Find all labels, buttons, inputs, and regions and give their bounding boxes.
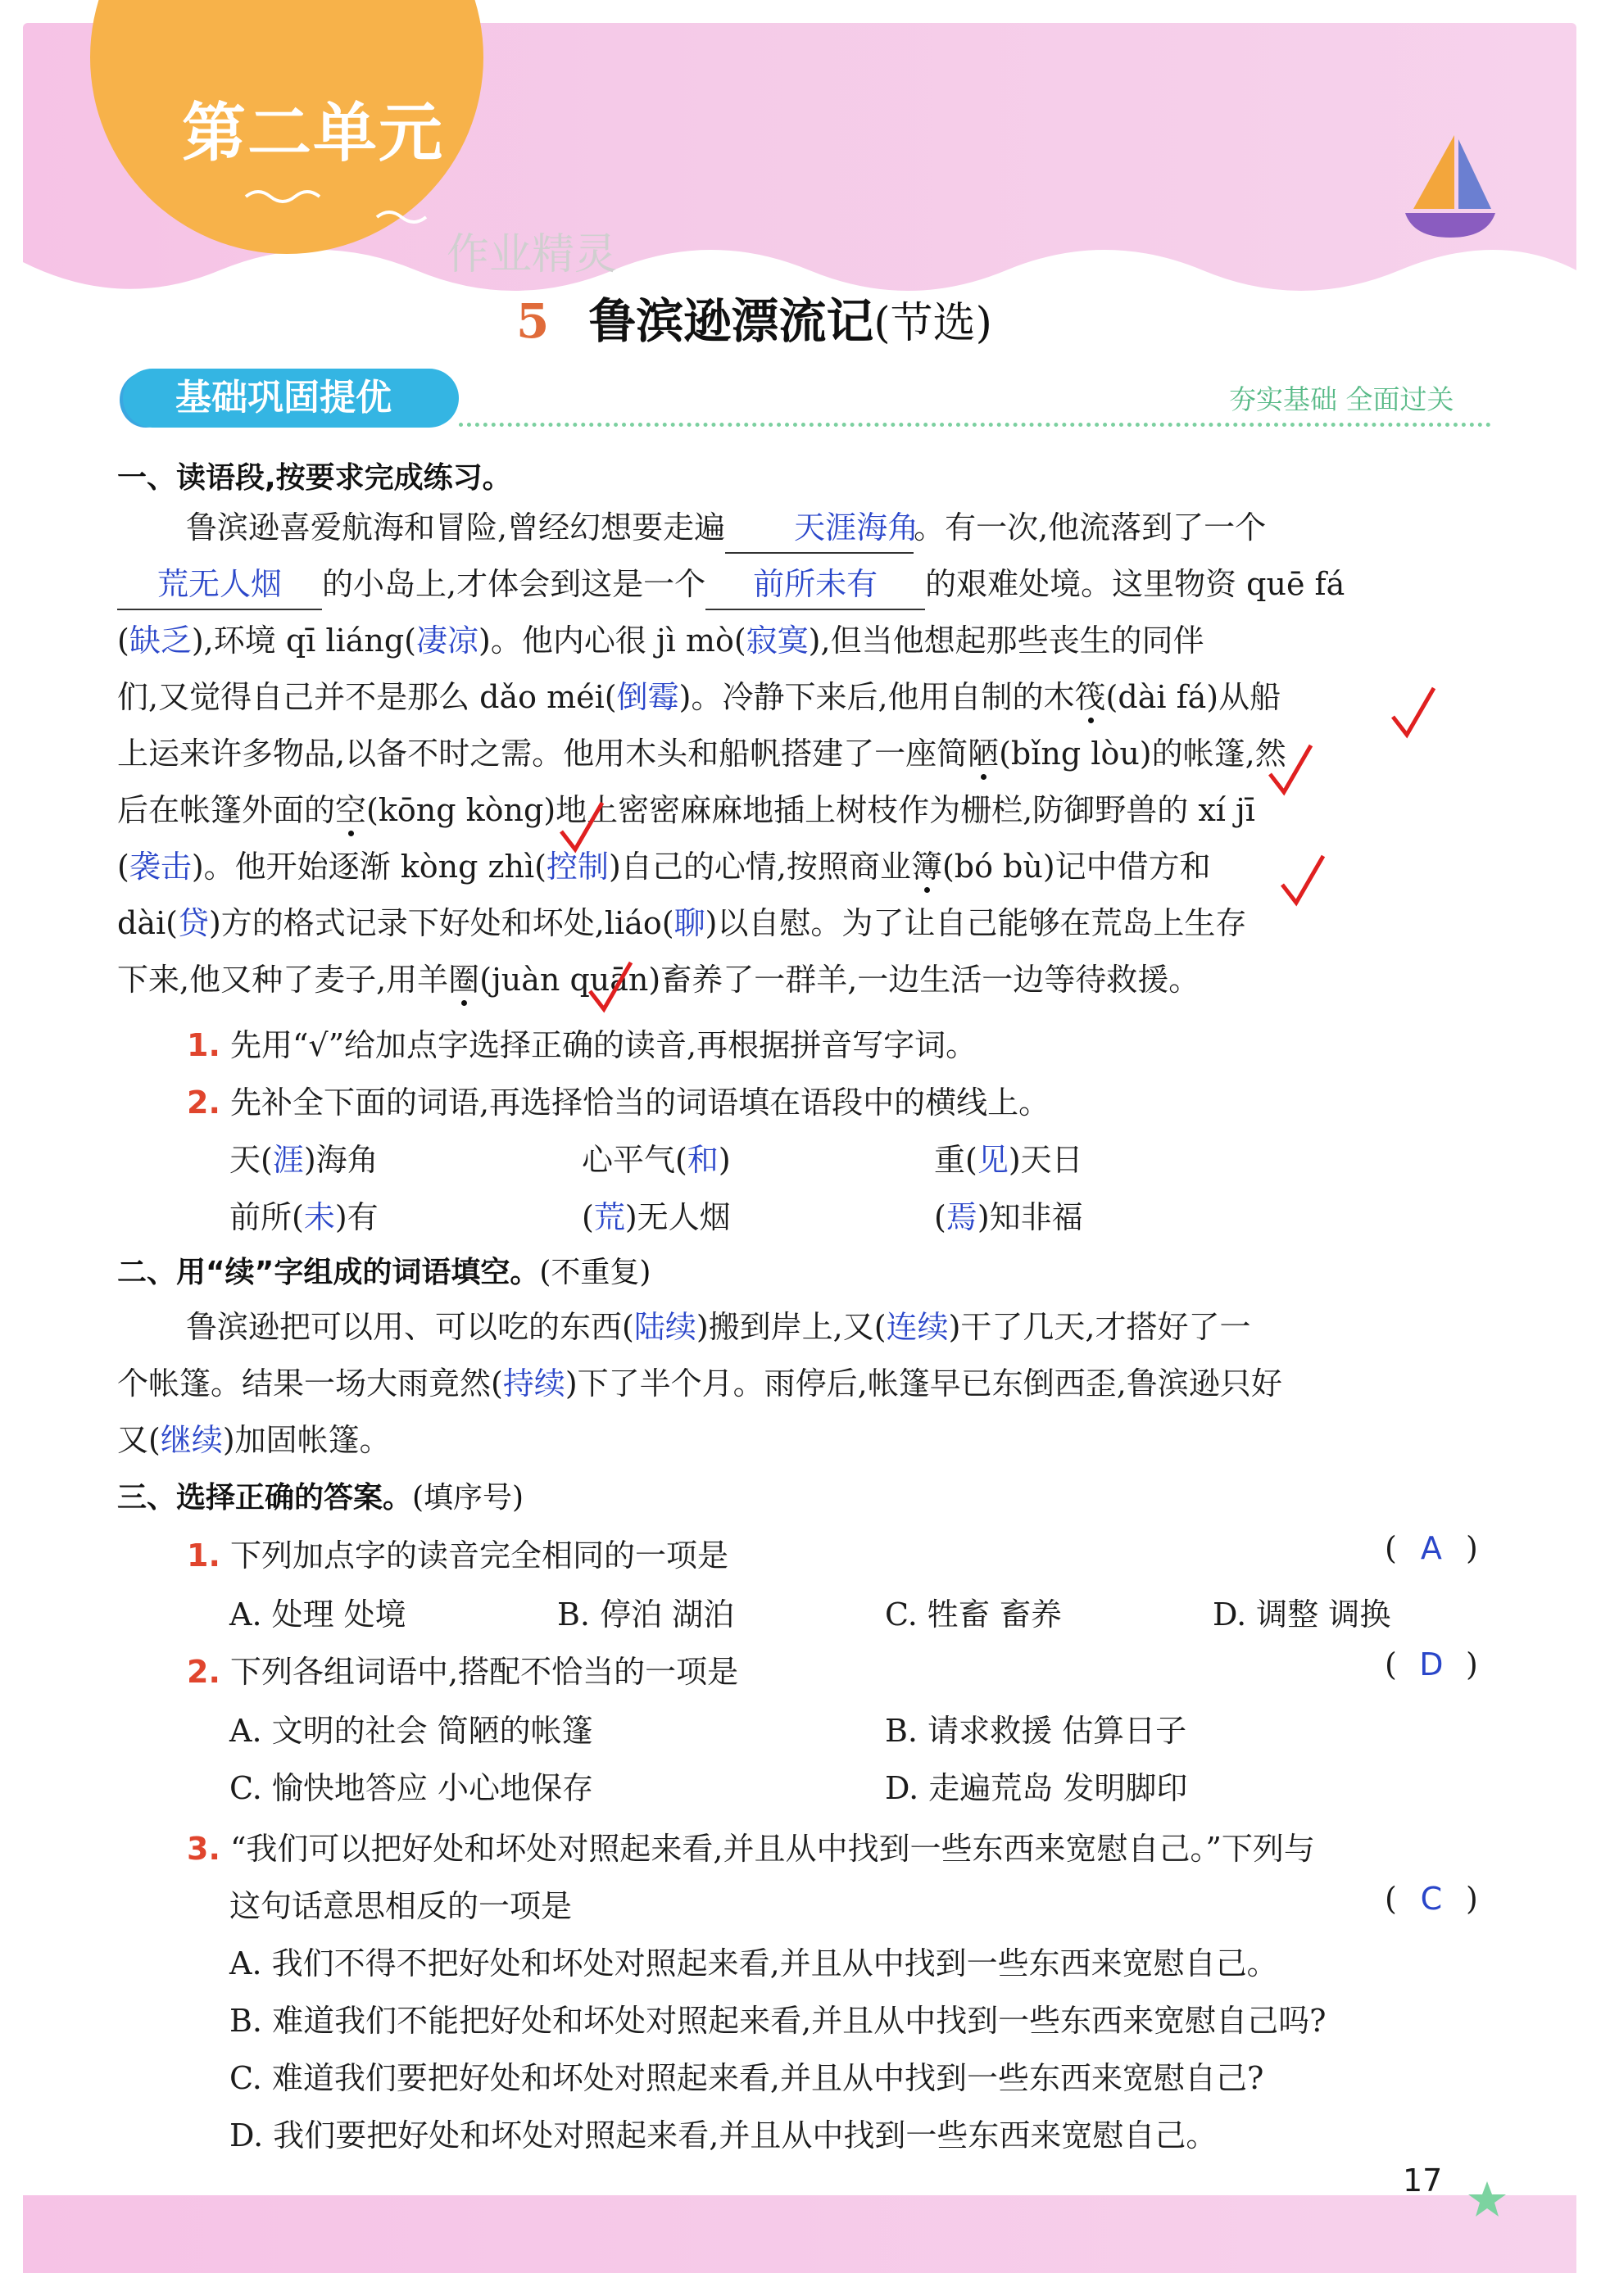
q3-item-3-stem2: 这句话意思相反的一项是	[229, 1888, 573, 1924]
blank[interactable]: 前所未有	[705, 559, 925, 610]
blank[interactable]: 荒无人烟	[117, 559, 322, 610]
q3-heading: 三、选择正确的答案。(填序号)	[117, 1481, 524, 1515]
answer: 缺乏	[129, 623, 192, 659]
passage-line: 鲁滨逊喜爱航海和冒险,曾经幻想要走遍 天涯海角。有一次,他流落到了一个	[117, 500, 1494, 556]
option: A. 处理 处境	[229, 1596, 406, 1633]
answer: 倒霉	[616, 679, 679, 715]
answer-box: ( D )	[1385, 1646, 1478, 1682]
passage-line: (缺乏),环境 qī liáng(凄凉)。他内心很 jì mò(寂寞),但当他想起那些丧生的同伴	[117, 623, 1204, 659]
option: B. 难道我们不能把好处和坏处对照起来看,并且从中找到一些东西来宽慰自己吗?	[229, 2003, 1327, 2039]
option: D. 走遍荒岛 发明脚印	[885, 1770, 1188, 1806]
passage-line: 荒无人烟 的小岛上,才体会到这是一个 前所未有 的艰难处境。这里物资 quē fá	[117, 556, 1494, 613]
idiom: (荒)无人烟	[582, 1199, 731, 1235]
answer: 寂寞	[746, 623, 809, 659]
sailboat-icon	[1397, 123, 1503, 246]
q3-item-1: 1. 下列加点字的读音完全相同的一项是	[187, 1537, 728, 1574]
section-title: 基础巩固提优	[123, 369, 459, 428]
passage-line: 们,又觉得自己并不是那么 dǎo méi(倒霉)。冷静下来后,他用自制的木筏(dài fá)从船	[117, 679, 1281, 715]
dotted-char: 簿	[910, 849, 942, 885]
answer: 聊	[674, 905, 705, 941]
wave-mark-icon	[238, 180, 451, 229]
check-mark-icon	[586, 958, 635, 1016]
option: B. 请求救援 估算日子	[885, 1713, 1187, 1749]
unit-badge-wrap	[0, 0, 1601, 279]
passage-line: 上运来许多物品,以备不时之需。他用木头和船帆搭建了一座简陋(bǐng lòu)的帐篷,然	[117, 736, 1286, 772]
check-mark-icon	[1278, 852, 1327, 909]
check-mark-icon	[557, 799, 606, 856]
answer: 贷	[177, 905, 209, 941]
watermark: 作业精灵	[447, 230, 618, 279]
q3-item-3: 3. “我们可以把好处和坏处对照起来看,并且从中找到一些东西来宽慰自己。”下列与	[187, 1831, 1315, 1867]
option: C. 愉快地答应 小心地保存	[229, 1770, 593, 1806]
unit-title: 第二单元	[182, 97, 445, 170]
passage-line: dài(贷)方的格式记录下好处和坏处,liáo(聊)以自慰。为了让自己能够在荒岛上生存	[117, 905, 1247, 941]
answer-box: ( A )	[1385, 1530, 1478, 1566]
passage-line: 鲁滨逊把可以用、可以吃的东西(陆续)搬到岸上,又(连续)干了几天,才搭好了一	[186, 1309, 1251, 1345]
q2-heading: 二、用“续”字组成的词语填空。(不重复)	[117, 1256, 651, 1289]
q1-sub1: 1. 先用“√”给加点字选择正确的读音,再根据拼音写字词。	[187, 1027, 977, 1063]
option: A. 我们不得不把好处和坏处对照起来看,并且从中找到一些东西来宽慰自己。	[229, 1945, 1278, 1981]
passage-line: 个帐篷。结果一场大雨竟然(持续)下了半个月。雨停后,帐篷早已东倒西歪,鲁滨逊只好	[117, 1365, 1282, 1402]
answer: 凄凉	[415, 623, 478, 659]
passage-line: 后在帐篷外面的空(kōng kòng)地上密密麻麻地插上树枝作为栅栏,防御野兽的 xí jī	[117, 792, 1255, 828]
section-divider	[459, 423, 1491, 427]
section-note: 夯实基础 全面过关	[1229, 383, 1454, 415]
answer: 袭击	[129, 849, 192, 885]
q1-heading: 一、读语段,按要求完成练习。	[117, 461, 512, 495]
answer: 控制	[547, 849, 610, 885]
q2-passage	[117, 1299, 1494, 1469]
lesson-title: 鲁滨逊漂流记	[588, 293, 874, 349]
idiom: (焉)知非福	[934, 1199, 1083, 1235]
option: C. 难道我们要把好处和坏处对照起来看,并且从中找到一些东西来宽慰自己?	[229, 2060, 1264, 2096]
footer-band	[23, 2195, 1576, 2273]
idiom: 心平气(和)	[582, 1142, 731, 1178]
dotted-char: 圈	[448, 962, 480, 998]
lesson-title-row	[516, 283, 992, 351]
dotted-char: 空	[335, 792, 367, 828]
blank[interactable]: 天涯海角	[725, 503, 914, 554]
option: D. 调整 调换	[1213, 1596, 1391, 1633]
option: C. 牲畜 畜养	[885, 1596, 1062, 1633]
dotted-char: 陋	[968, 736, 1000, 772]
idiom: 天(涯)海角	[229, 1142, 379, 1178]
passage-line: 又(继续)加固帐篷。	[117, 1422, 391, 1458]
check-mark-icon	[1266, 741, 1315, 799]
passage-line: 下来,他又种了麦子,用羊圈(juàn quān)畜养了一群羊,一边生活一边等待救援。	[117, 962, 1200, 998]
q3-item-2: 2. 下列各组词语中,搭配不恰当的一项是	[187, 1654, 739, 1690]
star-icon	[1467, 2179, 1508, 2220]
answer-box: ( C )	[1385, 1881, 1478, 1917]
passage-line: (袭击)。他开始逐渐 kòng zhì(控制)自己的心情,按照商业簿(bó bù)记中借方和	[117, 849, 1211, 885]
page-number: 17	[1403, 2162, 1443, 2199]
dotted-char: 筏	[1074, 679, 1106, 715]
option: B. 停泊 湖泊	[557, 1596, 735, 1633]
option: D. 我们要把好处和坏处对照起来看,并且从中找到一些东西来宽慰自己。	[229, 2117, 1218, 2153]
lesson-subtitle: (节选)	[873, 299, 992, 348]
lesson-number: 5	[516, 293, 550, 349]
q1-sub2: 2. 先补全下面的词语,再选择恰当的词语填在语段中的横线上。	[187, 1085, 1050, 1121]
idiom: 重(见)天日	[934, 1142, 1083, 1178]
idiom: 前所(未)有	[229, 1199, 379, 1235]
option: A. 文明的社会 简陋的帐篷	[229, 1713, 593, 1749]
check-mark-icon	[1389, 684, 1438, 741]
